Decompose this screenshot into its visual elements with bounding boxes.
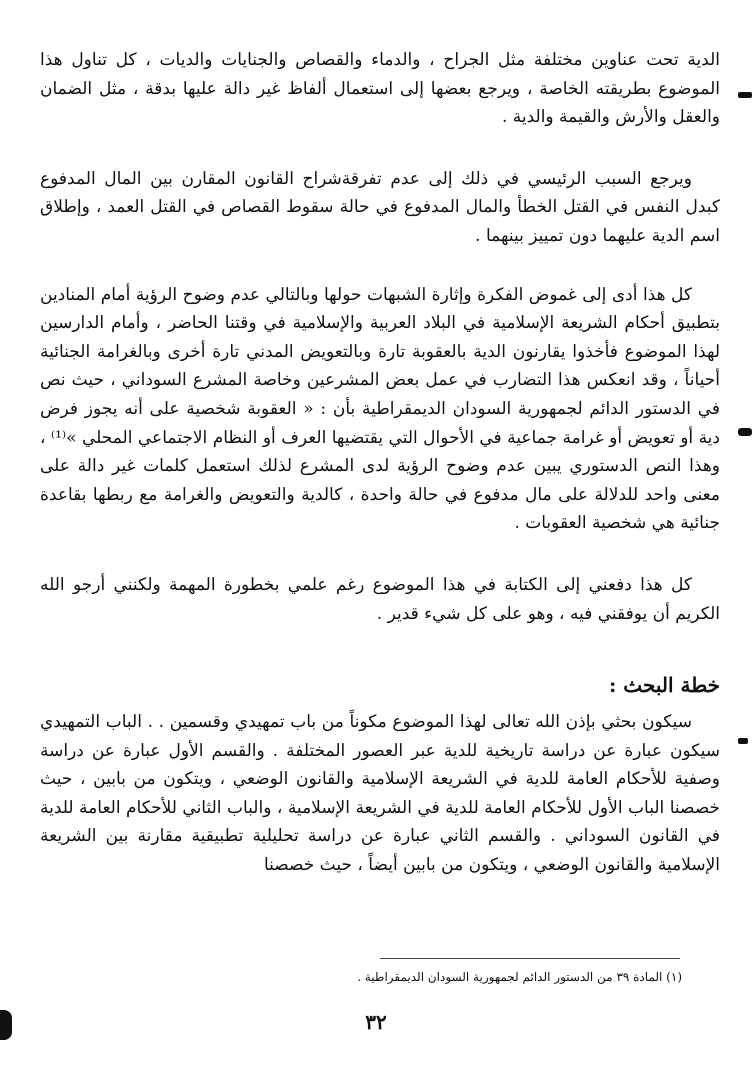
paragraph-1: الدية تحت عناوين مختلفة مثل الجراح ، والدماء والقصاص والجنايات والديات ، كل تناول هذا الموضوع بطريقته الخاصة ، ويرجع بعضها إلى استعمال ألفاظ غير دالة عليها بدقة ، مثل الضمان والعقل والأرش والقيمة والدية . bbox=[40, 50, 720, 128]
page-number: ٣٢ bbox=[365, 1010, 387, 1034]
page-body bbox=[40, 46, 720, 880]
scan-mark bbox=[738, 428, 752, 436]
paragraph-4: كل هذا دفعني إلى الكتابة في هذا الموضوع رغم علمي بخطورة المهمة ولكنني أرجو الله الكريم أن يوفقني فيه ، وهو على كل شيء قدير . bbox=[40, 574, 720, 624]
section-heading: خطة البحث : bbox=[608, 673, 720, 698]
footnote: (١) المادة ٣٩ من الدستور الدائم لجمهورية السودان الديمقراطية . bbox=[357, 970, 682, 984]
footnote-divider bbox=[380, 958, 680, 959]
paragraph-3: كل هذا أدى إلى غموض الفكرة وإثارة الشبهات حولها وبالتالي عدم وضوح الرؤية أمام المنادين بتطبيق أحكام الشريعة الإسلامية في البلاد العربية والإسلامية في وقتنا الحاضر ، وأمام الدارسين لهذا الموضوع فأخذوا يقارنون الدية بالعقوبة تارة وبالتعويض المدني تارة أخرى وبالغرامة الجنائية أحياناً ، وقد انعكس هذا التضارب في عمل بعض المشرعين وخاصة المشرع السوداني ، حيث نص في الدستور الدائم لجمهورية السودان الديمقراطية بأن : « العقوبة شخصية على أنه يجوز فرض دية أو تعويض أو غرامة جماعية في الأحوال التي يقتضيها العرف أو النظام الاجتماعي المحلي »⁽¹⁾ ، وهذا النص الدستوري يبين عدم وضوح الرؤية لدى المشرع لذلك استعمل كلمات غير دالة على معنى واحد للدلالة على مال مدفوع في حالة واحدة ، كالدية والتعويض والغرامة مع ربطها بقاعدة جنائية هي شخصية العقوبات . bbox=[40, 284, 720, 534]
scan-mark bbox=[738, 92, 752, 98]
scan-mark bbox=[738, 738, 748, 744]
plan-paragraph: سيكون بحثي بإذن الله تعالى لهذا الموضوع مكوناً من باب تمهيدي وقسمين . . الباب التمهيدي سيكون عبارة عن دراسة تاريخية للدية عبر العصور المختلفة . والقسم الأول عبارة عن دراسة وصفية للأحكام العامة للدية في الشريعة الإسلامية والقانون الوضعي ، ويتكون من بابين ، حيث خصصنا الباب الأول للأحكام العامة للدية في الشريعة الإسلامية ، والباب الثاني للأحكام العامة للدية في القانون السوداني . والقسم الثاني عبارة عن دراسة تحليلية تطبيقية مقارنة بين الشريعة الإسلامية والقانون الوضعي ، ويتكون من بابين أيضاً ، حيث خصصنا bbox=[40, 712, 720, 876]
paragraph-2: ويرجع السبب الرئيسي في ذلك إلى عدم تفرقةشراح القانون المقارن بين المال المدفوع كبدل النفس في القتل الخطأ والمال المدفوع في حالة سقوط القصاص في القتل العمد ، وإطلاق اسم الدية عليهما دون تمييز بينهما . bbox=[40, 168, 720, 246]
scan-mark bbox=[0, 1010, 12, 1040]
